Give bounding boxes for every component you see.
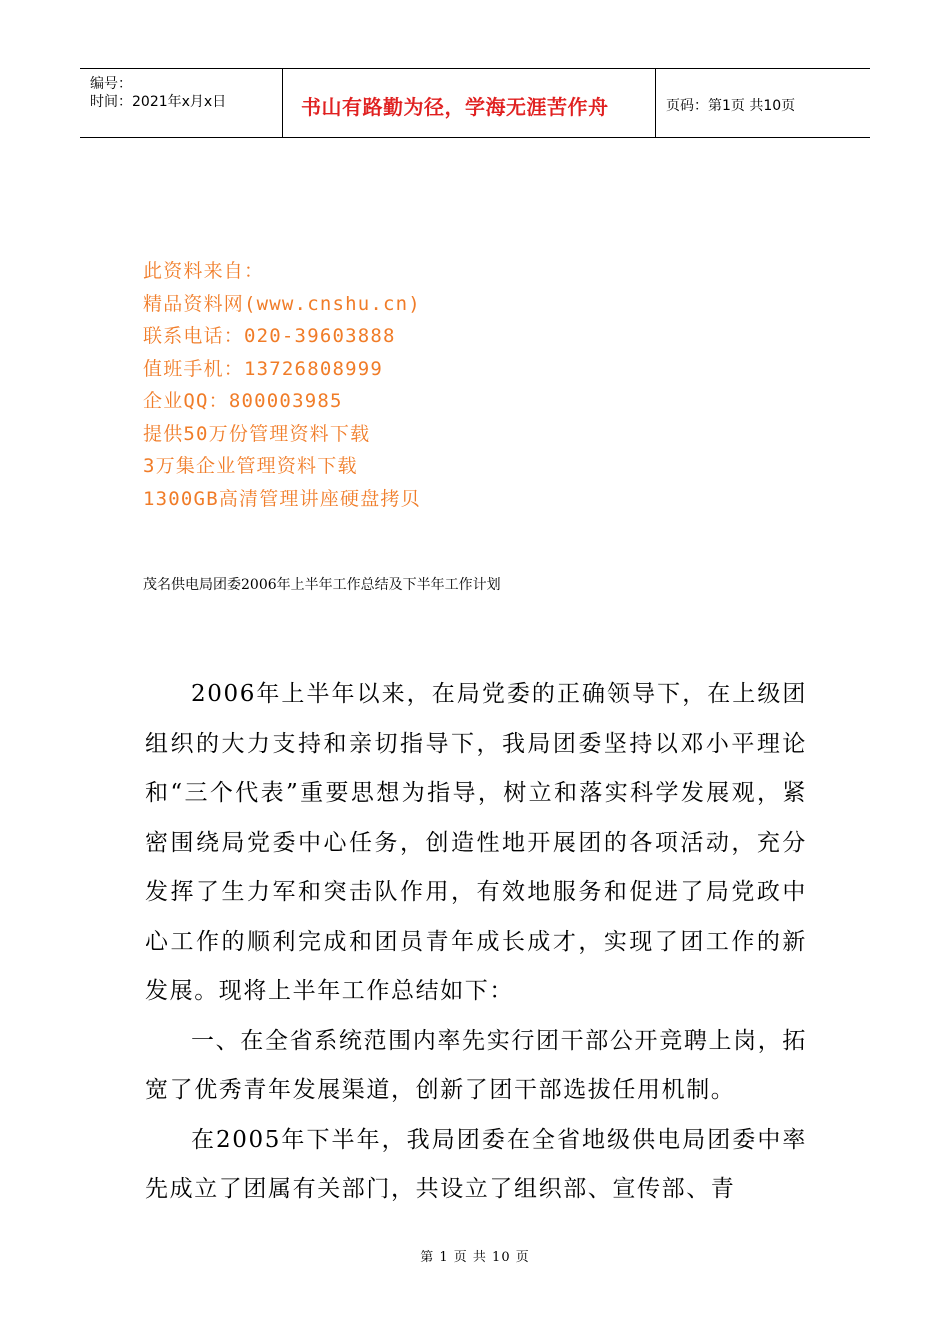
page-footer: 第 1 页 共 10 页 [420, 1250, 530, 1265]
source-line: 联系电话：020-39603888 [143, 325, 396, 347]
number-label: 编号： [90, 76, 132, 92]
source-line: 企业QQ：800003985 [143, 390, 343, 412]
header-table [80, 68, 870, 138]
header-left-cell [80, 69, 283, 137]
body-paragraph: 2006年上半年以来，在局党委的正确领导下，在上级团组织的大力支持和亲切指导下，我局团委坚持以邓小平理论和“三个代表”重要思想为指导，树立和落实科学发展观，紧密围绕局党委中心任务，创造性地开展团的各项活动，充分发挥了生力军和突击队作用，有效地服务和促进了局党政中心工作的顺利完成和团员青年成长成才，实现了团工作的新发展。现将上半年工作总结如下： [145, 681, 807, 1004]
source-line: 此资料来自： [143, 260, 265, 282]
source-line: 1300GB高清管理讲座硬盘拷贝 [143, 487, 421, 510]
body-paragraph: 在2005年下半年，我局团委在全省地级供电局团委中率先成立了团属有关部门，共设立了组织部、宣传部、青 [145, 1126, 807, 1202]
document-body [145, 670, 807, 1215]
source-line: 提供50万份管理资料下载 [143, 422, 371, 445]
document-title: 茂名供电局团委2006年上半年工作总结及下半年工作计划 [143, 577, 501, 593]
source-line: 3万集企业管理资料下载 [143, 455, 358, 477]
body-paragraph: 一、在全省系统范围内率先实行团干部公开竞聘上岗，拓宽了优秀青年发展渠道，创新了团干部选拔任用机制。 [145, 1027, 807, 1103]
time-label: 时间：2021年x月x日 [90, 94, 227, 110]
page-info: 页码：第1页 共10页 [666, 98, 796, 114]
header-motto-cell [283, 69, 656, 137]
source-line: 精品资料网(www.cnshu.cn) [143, 292, 421, 315]
source-line: 值班手机：13726808999 [143, 357, 384, 380]
source-info-block [143, 255, 421, 515]
motto-text: 书山有路勤为径，学海无涯苦作舟 [301, 95, 609, 119]
header-page-cell [656, 69, 870, 137]
